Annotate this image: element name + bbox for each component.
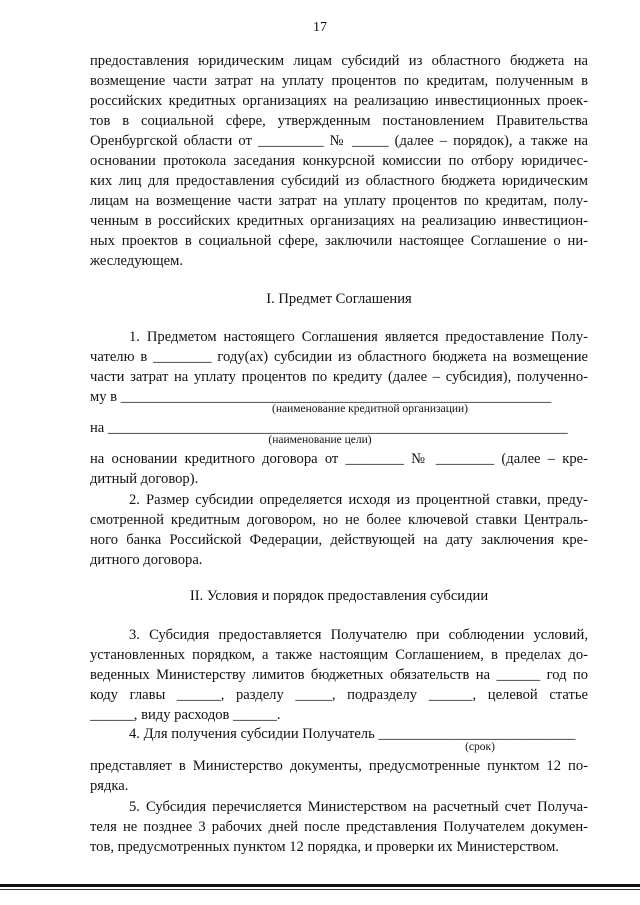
intro-line: лицам на возмещение части затрат на уплату процентов по кредитам, полу- [90,193,588,209]
section1-line: ного банка Российской Федерации, действующей на дату заключения кре- [90,532,588,548]
section2-line: установленных порядком, а также настоящим Соглашением, в пределах до- [90,647,588,663]
section2-line: 4. Для получения субсидии Получатель ___________________________ [129,726,576,742]
section2-line: представляет в Министерство документы, предусмотренные пунктом 12 по- [90,758,588,774]
intro-line: тов в социальной сфере, утвержденным постановлением Правительства [90,113,588,129]
section1-line: чателю в ________ году(ах) субсидии из областного бюджета на возмещение [90,349,588,365]
intro-line: ченным в российских кредитных организациях на реализацию инвестицион- [90,213,588,229]
section2-line: веденных Министерству лимитов бюджетных обязательств на ______ год по [90,667,588,683]
intro-line: ных проектов в социальной сфере, заключили настоящее Соглашение о ни- [90,233,588,249]
section2-line: 5. Субсидия перечисляется Министерством на расчетный счет Получа- [129,799,588,815]
section1-line: 2. Размер субсидии определяется исходя из процентной ставки, преду- [129,492,588,508]
bottom-border [0,884,640,887]
section-heading-1: I. Предмет Соглашения [266,291,412,307]
section-heading-2: II. Условия и порядок предоставления субсидии [189,588,489,604]
page-number: 17 [313,20,327,35]
section1-line: дитный договор). [90,471,199,487]
section2-line: коду главы ______, разделу _____, подразделу ______, целевой статье [90,687,588,703]
section2-line: тов, предусмотренных пунктом 12 порядка, и проверки их Министерством. [90,839,559,855]
section2-line: 3. Субсидия предоставляется Получателю при соблюдении условий, [129,627,588,643]
section1-line: 1. Предметом настоящего Соглашения является предоставление Полу- [129,329,588,345]
section2-line: ______, виду расходов ______. [90,707,281,723]
intro-line: основании протокола заседания конкурсной комиссии по отбору юридичес- [90,153,588,169]
section2-line: рядка. [90,778,129,794]
intro-line: возмещение части затрат на уплату процентов по кредитам, полученным в [90,73,588,89]
section1-line: на основании кредитного договора от ________ № ________ (далее – кре- [90,451,588,467]
caption-bank-name: (наименование кредитной организации) [271,403,469,415]
section1-line: части затрат на уплату процентов по кредиту (далее – субсидия), полученно- [90,369,588,385]
bottom-border-thin [0,889,640,890]
intro-line: российских кредитных организациях на реализацию инвестиционных проек- [90,93,588,109]
intro-line: ких лиц для предоставления субсидий из областного бюджета юридическим [90,173,588,189]
caption-term: (срок) [465,741,495,753]
intro-line: Оренбургской области от _________ № _____ (далее – порядок), а также на [90,133,588,149]
intro-line: предоставления юридическим лицам субсидий из областного бюджета на [90,53,588,69]
section2-line: теля не позднее 3 рабочих дней после представления Получателем докумен- [90,819,588,835]
intro-line: жеследующем. [90,253,183,269]
section1-line: му в ___________________________________________________________ [90,389,552,405]
section1-line: дитного договора. [90,552,203,568]
section1-line: на _______________________________________________________________ [90,420,568,436]
section1-line: смотренной кредитным договором, но не более ключевой ставки Централь- [90,512,588,528]
caption-purpose: (наименование цели) [268,434,372,446]
